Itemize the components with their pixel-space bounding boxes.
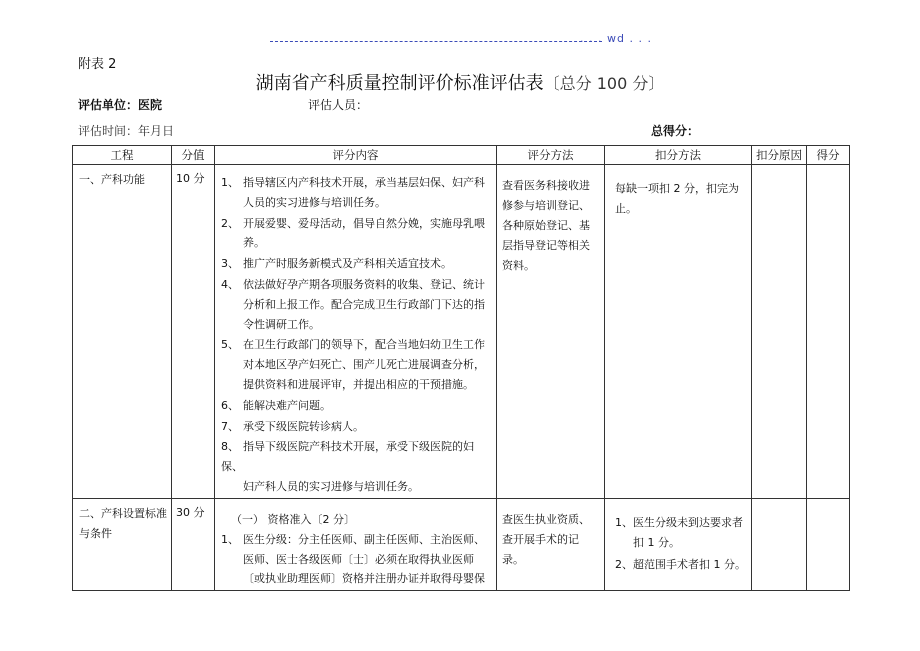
- deduct-item: [615, 555, 747, 575]
- content-item-line: 1、 指导辖区内产科技术开展，承当基层妇保、妇产科: [221, 173, 490, 193]
- content-item-number: 2、: [221, 216, 239, 230]
- content-item-line: 1、 医生分级：分主任医师、副主任医师、主治医师、: [221, 530, 490, 550]
- col-header-score: 分值: [172, 146, 215, 165]
- content-item-number: 1、: [221, 532, 239, 546]
- content-item: [221, 437, 490, 496]
- content-item-line: 4、 依法做好孕产期各项服务资料的收集、登记、统计: [221, 275, 490, 295]
- content-item-line: 养。: [243, 236, 265, 250]
- content-item-number: 5、: [221, 338, 239, 352]
- col-header-content: 评分内容: [215, 146, 497, 165]
- content-item-line: 令性调研工作。: [243, 317, 320, 331]
- points-cell: [807, 165, 850, 499]
- deduct-reason-cell: [752, 498, 807, 590]
- table-row: [73, 165, 850, 499]
- col-header-method: 评分方法: [497, 146, 605, 165]
- title-text: 湖南省产科质量控制评价标准评估表: [255, 73, 544, 94]
- content-cell: [215, 165, 497, 499]
- deduct-item-line: 1、医生分级未到达要求者: [615, 513, 747, 533]
- deduct-item-number: 1、: [615, 515, 633, 529]
- table-header-row: [73, 146, 850, 165]
- content-item: [221, 396, 490, 416]
- content-item: [221, 335, 490, 394]
- content-item: [221, 417, 490, 437]
- content-item: [221, 254, 490, 274]
- method-line: 资料。: [502, 259, 535, 272]
- deduct-method-cell: [605, 165, 752, 499]
- deduct-item: [615, 179, 747, 219]
- content-item-number: 1、: [221, 176, 239, 189]
- content-item-line: 2、 开展爱婴、爱母活动，倡导自然分娩，实施母乳喂: [221, 214, 490, 234]
- evaluation-time: 评估时间：年月日: [78, 124, 175, 138]
- content-item-number: 3、: [221, 257, 239, 271]
- content-item-line: 妇产科人员的实习进修与培训任务。: [243, 479, 419, 493]
- total-score: 总得分：: [651, 124, 700, 138]
- content-item-line: 5、 在卫生行政部门的领导下，配合当地妇幼卫生工作: [221, 335, 490, 355]
- deduct-item-line: 2、超范围手术者扣 1 分。: [615, 555, 747, 575]
- method-cell: [497, 165, 605, 499]
- page-title: [0, 69, 920, 95]
- item-cell: 二、产科设置标准与条件: [73, 498, 172, 590]
- appendix-label: 附表 2: [78, 57, 117, 72]
- content-item: [221, 530, 490, 589]
- watermark-text: . . . wd . . .: [580, 32, 652, 45]
- col-header-points: 得分: [807, 146, 850, 165]
- method-line: 查医生执业资质、: [502, 512, 590, 526]
- col-header-deduct-reason: 扣分原因: [752, 146, 807, 165]
- col-header-deduct-method: 扣分方法: [605, 146, 752, 165]
- content-item-number: 4、: [221, 277, 239, 291]
- deduct-item-line: 每缺一项扣 2 分，扣完为止。: [615, 182, 739, 215]
- method-line: 查开展手术的记录。: [502, 532, 579, 566]
- table-row: [73, 498, 850, 590]
- method-line: 查看医务科接收进: [502, 179, 590, 192]
- item-cell: 一、产科功能: [73, 165, 172, 499]
- deduct-item: [615, 513, 747, 553]
- content-item-line: 分析和上报工作。配合完成卫生行政部门下达的指: [243, 297, 485, 311]
- col-header-item: 工程: [73, 146, 172, 165]
- method-line: 层指导登记等相关: [502, 239, 590, 252]
- content-item-line: 7、 承受下级医院转诊病人。: [221, 417, 490, 437]
- content-cell: [215, 498, 497, 590]
- content-item-line: 〔或执业助理医师〕资格并注册办证并取得母婴保: [243, 572, 485, 586]
- title-total: 〔总分 100 分〕: [543, 74, 665, 93]
- points-cell: [807, 498, 850, 590]
- method-cell: [497, 498, 605, 590]
- content-item-line: 提供资料和进展评审，并提出相应的干预措施。: [243, 377, 474, 391]
- content-item-line: 8、 指导下级医院产科技术开展，承受下级医院的妇保、: [221, 437, 490, 477]
- watermark-line: [270, 41, 602, 42]
- content-item-line: 人员的实习进修与培训任务。: [243, 195, 386, 209]
- evaluation-table: [72, 145, 850, 591]
- evaluation-staff: 评估人员：: [308, 98, 369, 112]
- deduct-item-number: 2、: [615, 557, 633, 571]
- watermark: [270, 32, 652, 46]
- content-item-number: 6、: [221, 398, 239, 412]
- deduct-reason-cell: [752, 165, 807, 499]
- content-item: [221, 275, 490, 334]
- content-item-line: 对本地区孕产妇死亡、围产儿死亡进展调查分析，: [243, 358, 485, 372]
- method-line: 修参与培训登记、: [502, 199, 590, 212]
- deduct-method-cell: [605, 498, 752, 590]
- method-line: 各种原始登记、基: [502, 219, 590, 232]
- score-cell: 30 分: [172, 498, 215, 590]
- score-cell: 10 分: [172, 165, 215, 499]
- content-item: [221, 173, 490, 213]
- content-item-line: 医师、医士各级医师〔士〕必须在取得执业医师: [243, 552, 474, 566]
- content-subtitle: （一） 资格准入〔2 分〕: [231, 512, 355, 526]
- content-item-line: 6、 能解决难产问题。: [221, 396, 490, 416]
- content-item-number: 7、: [221, 419, 239, 433]
- content-item-line: 3、 推广产时服务新模式及产科相关适宜技术。: [221, 254, 490, 274]
- content-item-number: 8、: [221, 440, 239, 454]
- evaluation-unit: 评估单位：医院: [78, 98, 163, 112]
- content-item: [221, 214, 490, 254]
- deduct-item-line: 扣 1 分。: [633, 535, 680, 549]
